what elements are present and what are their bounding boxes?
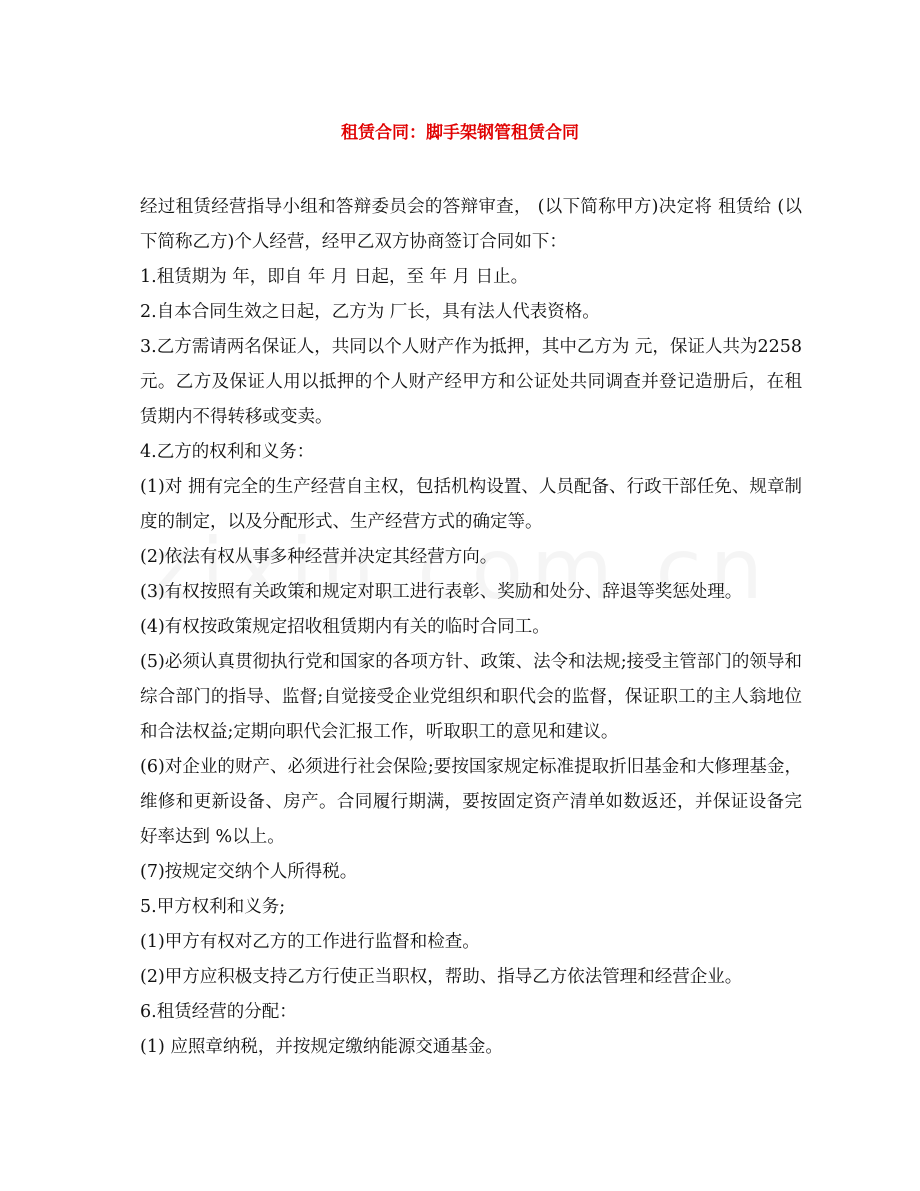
paragraph-5-2: (2)甲方应积极支持乙方行使正当职权，帮助、指导乙方依法管理和经营企业。 <box>140 967 743 987</box>
paragraph-4-6: (6)对企业的财产、必须进行社会保险;要按国家规定标准提取折旧基金和大修理基金，维修和更新设备、房产。合同履行期满，要按固定资产清单如数返还，并保证设备完好率达到 %以上。 <box>140 757 802 847</box>
paragraph-4-1: (1)对 拥有完全的生产经营自主权，包括机构设置、人员配备、行政干部任免、规章制度的制定，以及分配形式、生产经营方式的确定等。 <box>140 477 802 532</box>
document-body <box>140 190 802 1065</box>
paragraph-5-1: (1)甲方有权对乙方的工作进行监督和检查。 <box>140 932 480 952</box>
paragraph-4: 4.乙方的权利和义务： <box>140 442 315 462</box>
paragraph-4-4: (4)有权按政策规定招收租赁期内有关的临时合同工。 <box>140 617 550 637</box>
paragraph-5: 5.甲方权利和义务; <box>140 897 286 917</box>
document-title: 租赁合同：脚手架钢管租赁合同 <box>341 123 579 143</box>
paragraph-6: 6.租赁经营的分配： <box>140 1002 297 1022</box>
paragraph-6-1: (1) 应照章纳税，并按规定缴纳能源交通基金。 <box>140 1037 503 1057</box>
paragraph-4-7: (7)按规定交纳个人所得税。 <box>140 862 358 882</box>
paragraph-4-2: (2)依法有权从事多种经营并决定其经营方向。 <box>140 547 498 567</box>
paragraph-4-3: (3)有权按照有关政策和规定对职工进行表彰、奖励和处分、辞退等奖惩处理。 <box>140 582 743 602</box>
paragraph-3: 3.乙方需请两名保证人，共同以个人财产作为抵押，其中乙方为 元，保证人共为2258 元。乙方及保证人用以抵押的个人财产经甲方和公证处共同调查并登记造册后，在租赁期内不得转移或变卖。 <box>140 337 802 427</box>
paragraph-intro: 经过租赁经营指导小组和答辩委员会的答辩审查， (以下简称甲方)决定将 租赁给 (以下简称乙方)个人经营，经甲乙双方协商签订合同如下： <box>140 197 802 252</box>
paragraph-2: 2.自本合同生效之日起，乙方为 厂长，具有法人代表资格。 <box>140 302 600 322</box>
paragraph-1: 1.租赁期为 年，即自 年 月 日起，至 年 月 日止。 <box>140 267 529 287</box>
paragraph-4-5: (5)必须认真贯彻执行党和国家的各项方针、政策、法令和法规;接受主管部门的领导和综合部门的指导、监督;自觉接受企业党组织和职代会的监督，保证职工的主人翁地位和合法权益;定期向职代会汇报工作，听取职工的意见和建议。 <box>140 652 802 742</box>
